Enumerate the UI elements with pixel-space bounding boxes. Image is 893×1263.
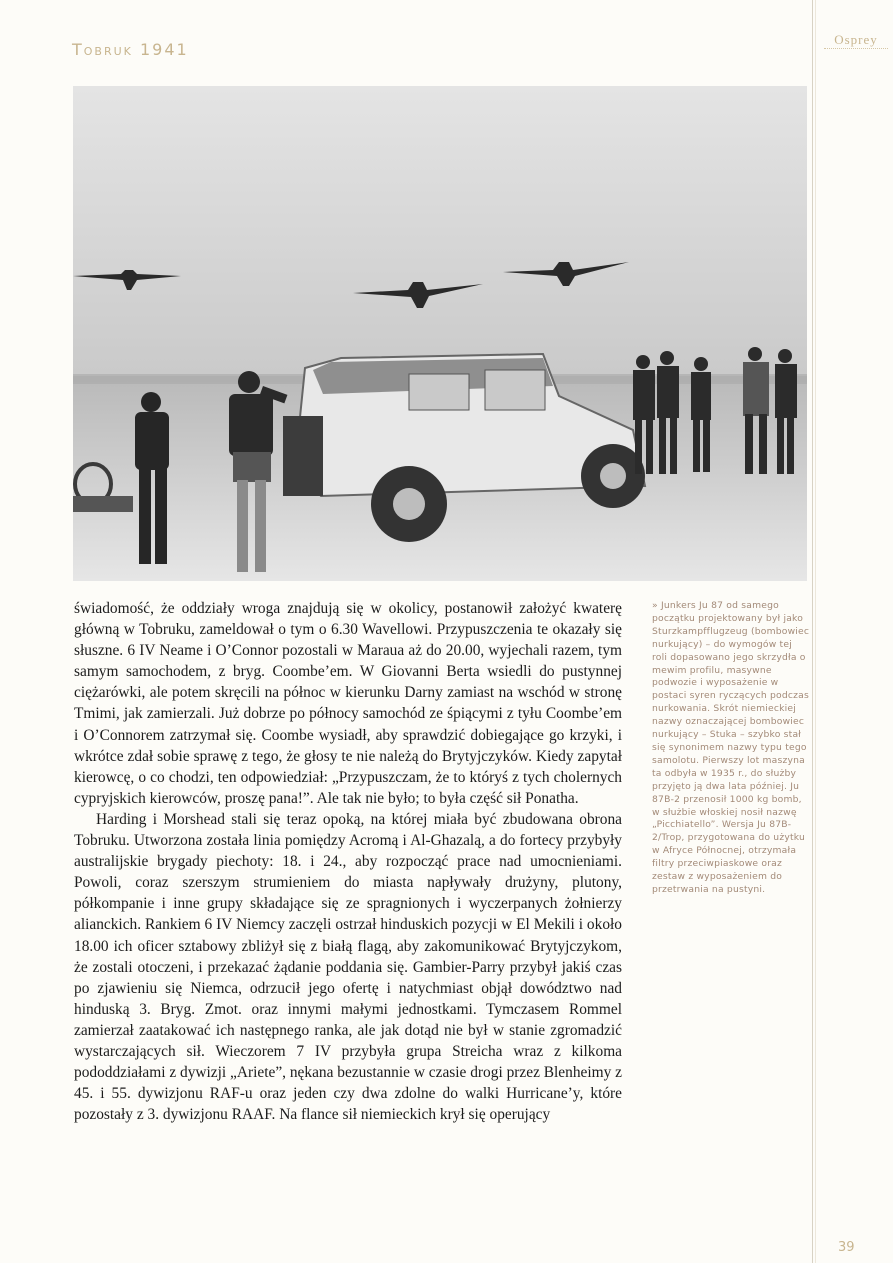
page-number: 39: [838, 1240, 855, 1255]
publisher-logo: Osprey: [834, 32, 878, 47]
margin-rule-inner: [815, 0, 816, 1263]
photo-stukas-over-desert: [73, 86, 807, 581]
publisher-logo-underline: [824, 48, 888, 53]
photo-caption: » Junkers Ju 87 od samego początku projektowany był jako Sturzkampfflugzeug (bombowiec nurkujący) – do wymogów tej roli dopasowano jego skrzydła o mewim profilu, masywne podwozie i wyposażenie w postaci syren ryczących podczas nurkowania. Skrót niemieckiej nazwy oznaczającej bombowiec nurkujący – Stuka – szybko stał się synonimem nazwy typu tego samolotu. Pierwszy lot maszyna ta odbyła w 1935 r., do służby przyjęto ją dwa lata później. Ju 87B-2 przenosił 1000 kg bomb, w służbie włoskiej nosił nazwę „Picchiatello”. Wersja Ju 87B-2/Trop, przygotowana do użytku w Afryce Północnej, otrzymała filtry przeciwpiaskowe oraz zestaw z wyposażeniem do przetrwania na pustyni.: [652, 600, 810, 895]
running-title: Tobruk 1941: [72, 40, 189, 59]
margin-rule: [812, 0, 813, 1263]
body-paragraph: świadomość, że oddziały wroga znajdują się w okolicy, postanowił założyć kwaterę główną w Tobruku, zameldował o tym o 6.30 Wavellowi. Przypuszczenia te okazały się słuszne. 6 IV Neame i O’Connor pozostali w Maraua aż do 20.00, wyjechali razem, tym samym samochodem, z bryg. Coombe’em. W Giovanni Berta wsiedli do pustynnej ciężarówki, ale potem skręcili na północ w kierunku Darny zamiast na wschód w stronę Tmimi, jak zamierzali. Już dobrze po północy samochód ze śpiącymi z tyłu Coombe’em i O’Connorem zatrzymał się. Coombe wysiadł, aby sprawdzić dobiegające go krzyki, i wkrótce zdał sobie sprawę z tego, że głosy te nie należą do Brytyjczyków. Kiedy zapytał kierowcę, o co chodzi, ten odpowiedział: „Przypuszczam, że to któryś z tych cholernych cypryjskich kierowców, proszę pana!”. Ale tak nie było; to była część sił Ponatha.: [74, 600, 622, 807]
sky: [73, 86, 807, 386]
body-paragraph: Harding i Morshead stali się teraz opoką, na której miała być zbudowana obrona Tobruku. Utworzona została linia pomiędzy Acromą i Al-Ghazalą, a do fortecy przybyły australijskie brygady piechoty: 18. i 24., aby rozpocząć prace nad umocnieniami. Powoli, coraz szerszym strumieniem do miasta napływały drużyny, plutony, półkompanie i inne grupy składające się ze spragnionych i wyczerpanych żołnierzy alianckich. Rankiem 6 IV Niemcy zaczęli ostrzał hinduskich pozycji w El Mekili i około 18.00 ich oficer sztabowy zbliżył się z białą flagą, aby zakomunikować Brytyjczykom, że zostali otoczeni, i przekazać żądanie poddania się. Gambier-Parry przybył jakiś czas po zjawieniu się Niemca, odrzucił jego ofertę i natychmiast objął dowództwo nad hinduską 3. Bryg. Zmot. oraz innymi małymi jednostkami. Tymczasem Rommel zamierzał zaatakować ich następnego ranka, ale jak dotąd nie był w stanie zgromadzić wystarczających sił. Wieczorem 7 IV przybyła grupa Streicha wraz z kilkoma pododdziałami z dywizji „Ariete”, nękana bezustannie w czasie drogi przez Blenheimy z 45. i 55. dywizjonu RAF-u oraz jeden czy dwa zdolne do walki Hurricane’y, które pozostały z 3. dywizjonu RAAF. Na flance sił niemieckich krył się operujący: [74, 810, 622, 1124]
body-text: [74, 598, 622, 1125]
